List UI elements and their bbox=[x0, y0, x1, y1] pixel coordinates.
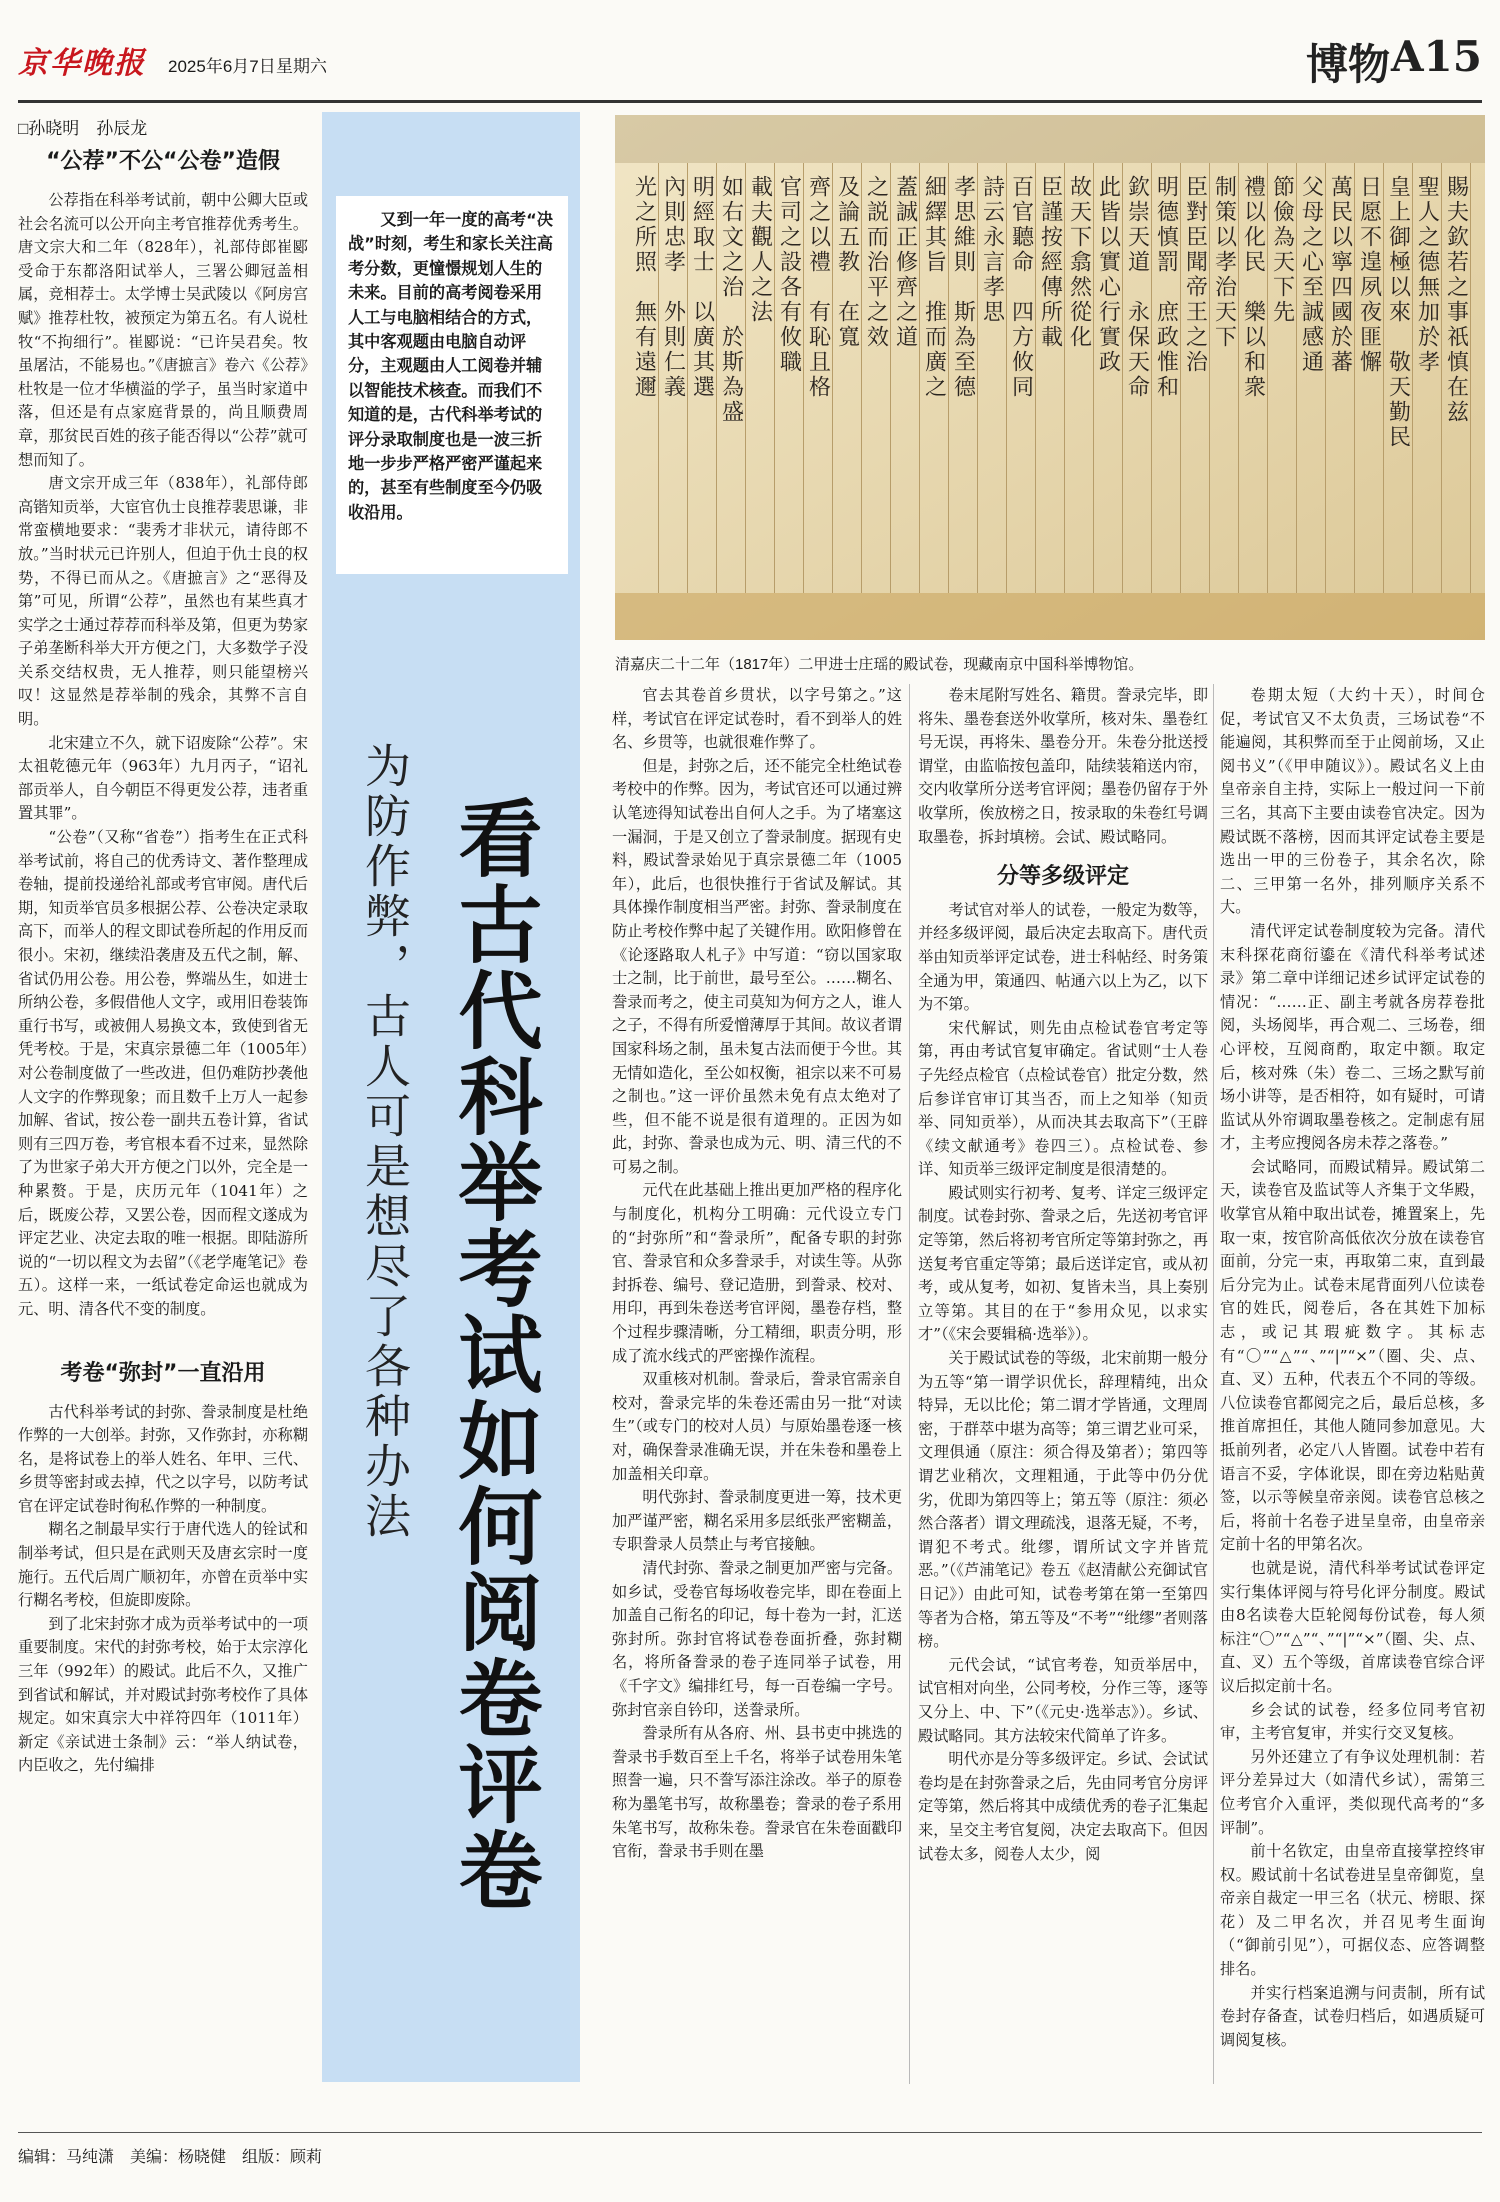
paragraph: 古代科举考试的封弥、誊录制度是杜绝作弊的一大创举。封弥，又作弥封，亦称糊名，是将试卷上的举人姓名、年甲、三代、乡贯等密封或去掉，代之以字号，以防考试官在评定试卷时徇私作弊的一种制度。 bbox=[18, 1402, 308, 1515]
paragraph: 卷期太短（大约十天），时间仓促，考试官又不太负责，三场试卷“不能遍阅，其积弊而至于止阅前场，又止阅书义”（《甲申随议》）。殿试名义上由皇帝亲自主持，实际上一般过问一下前三名，其高下主要由读卷官决定。因为殿试既不落榜，因而其评定试卷主要是选出一甲的三份卷子，其余名次，除二、三甲第一名外，排列顺序关系不大。 bbox=[1220, 686, 1485, 917]
column-c bbox=[1220, 684, 1485, 2052]
issue-weekday: 星期六 bbox=[276, 57, 327, 76]
paragraph: 元代在此基础上推出更加严格的程序化与制度化，机构分工明确：元代设立专门的“封弥所”和“誊录所”，配备专职的封弥官、誊录官和众多誊录手，对读生等。从弥封拆卷、编号、登记造册，到誊录、校对、用印，再到朱卷送考官评阅，墨卷存档，整个过程步骤清晰，分工精细，职责分明，形成了流水线式的严密操作流程。 bbox=[612, 1181, 902, 1365]
paragraph: 明代弥封、誊录制度更进一筹，技术更加严谨严密，糊名采用多层纸张严密糊盖，专职誊录人员禁止与考官接触。 bbox=[612, 1488, 902, 1554]
paragraph: 北宋建立不久，就下诏废除“公荐”。宋太祖乾德元年（963年）九月丙子，“诏礼部贡举人，自今朝臣不得更发公荐，违者重置其罪”。 bbox=[18, 733, 308, 823]
footer-rule bbox=[18, 2132, 1482, 2133]
page-number: A15 bbox=[1390, 32, 1482, 81]
subhead-mifeng: 考卷“弥封”一直沿用 bbox=[60, 1360, 266, 1386]
exam-paper-column: 臣謹按經傳所載 bbox=[1037, 175, 1063, 350]
paragraph: 唐文宗开成三年（838年），礼部侍郎高锴知贡举，大宦官仇士良推荐裴思谦，非常蛮横地要求：“裴秀才非状元，请待郎不放。”当时状元已许别人，但迫于仇士良的权势，不得已而从之。《唐摭言》之“恶得及第”可见，所谓“公荐”，虽然也有某些真才实学之士通过荐荐而科举及第，但更为势家子弟垄断科举大开方便之门，大多数学子没关系交结权贵，无人推荐，则只能望榜兴叹！这显然是荐举制的残余，其弊不言自明。 bbox=[18, 474, 308, 729]
article-subtitle: 为防作弊，古人可是想尽了各种办法 bbox=[358, 742, 412, 1542]
paragraph: 但是，封弥之后，还不能完全杜绝试卷考校中的作弊。因为，考试官还可以通过辨认笔迹得知试卷出自何人之手。为了堵塞这一漏洞，于是又创立了誊录制度。据现有史料，殿试誊录始见于真宗景德二年（1005年），此后，也很快推行于省试及解试。其具体操作制度相当严密。封弥、誊录制度在防止考校作弊中起了关键作用。欧阳修曾在《论逐路取人札子》中写道：“窃以国家取士之制，比于前世，最号至公。……糊名、誊录而考之，使主司莫知为何方之人，谁人之子，不得有所爱憎薄厚于其间。故议者谓国家科场之制，虽未复古法而便于今世。其无情如造化，至公如权衡，祖宗以来不可易之制也。”这一评价虽然未免有点太绝对了些，但不能不说是很有道理的。正因为如此，封弥、誊录也成为元、明、清三代的不可易之制。 bbox=[612, 756, 902, 1176]
paragraph: 官去其卷首乡贯状，以字号第之。”这样，考试官在评定试卷时，看不到举人的姓名、乡贯等，也就很难作弊了。 bbox=[612, 686, 902, 752]
paragraph: 宋代解试，则先由点检试卷官考定等第，再由考试官复审确定。省试则“士人卷子先经点检官（点检试卷官）批定分数，然后参详官审订其当否，而上之知举（知贡举、同知贡举），从而决其去取高下”（王辟《续文献通考》卷四三）。点检试卷、参详、知贡举三级评定制度是很清楚的。 bbox=[918, 1018, 1208, 1179]
exam-paper-column: 禮以化民 樂以和衆 bbox=[1240, 175, 1266, 400]
paragraph: 卷末尾附写姓名、籍贯。誊录完毕，即将朱、墨卷套送外收掌所，核对朱、墨卷红号无误，再将朱、墨卷分开。朱卷分批送授谓堂，由监临按包盖印，陆续装箱送内帘，交内收掌所分送考官评阅；墨卷仍留存于外收掌所，俟放榜之日，按录取的朱卷红号调取墨卷，拆封填榜。会试、殿试略同。 bbox=[918, 686, 1208, 846]
exam-paper-photo bbox=[615, 115, 1485, 640]
exam-paper-column: 光之所照 無有遠邇 bbox=[631, 175, 657, 400]
byline: □孙晓明 孙辰龙 bbox=[18, 119, 148, 138]
exam-paper-column: 及論五教 在寬 bbox=[834, 175, 860, 350]
column-divider bbox=[909, 684, 910, 2084]
photo-caption: 清嘉庆二十二年（1817年）二甲进士庄瑶的殿试卷，现藏南京中国科举博物馆。 bbox=[615, 656, 1144, 673]
exam-paper-column: 細繹其旨 推而廣之 bbox=[921, 175, 947, 400]
left-column bbox=[18, 140, 308, 2090]
exam-paper-column: 如右文之治 於斯為盛 bbox=[718, 175, 744, 425]
exam-paper-column: 詩云永言孝思 bbox=[979, 175, 1005, 325]
paragraph: 元代会试，“试官考卷，知贡举居中，试官相对向坐，公同考校，分作三等，逐等又分上、中、下”（《元史·选举志》）。乡试、殿试略同。其方法较宋代简单了许多。 bbox=[918, 1655, 1208, 1745]
exam-paper-column: 此皆以實心行實政 bbox=[1095, 175, 1121, 375]
exam-paper-column: 齊之以禮 有恥且格 bbox=[805, 175, 831, 400]
paragraph: 关于殿试试卷的等级，北宋前期一般分为五等“第一谓学识优长，辞理精纯，出众特异，无以比伦；第二谓才学皆通，文理周密，于群萃中堪为高等；第三谓艺业可采，文理俱通（原注：须合得及第者）；第四等谓艺业稍次，文理粗通，于此等中仍分优劣，优即为第四等上；第五等（原注：须必然合落者）谓文理疏浅，退落无疑，不考，谓犯不考式。纰缪，谓所试文字并皆荒恶。”（《芦浦笔记》卷五《赵清献公充御试官日记》）由此可知，试卷考第在第一至第四等者为合格，第五等及“不考”“纰缪”者则落榜。 bbox=[918, 1349, 1208, 1651]
column-b bbox=[918, 684, 1208, 1866]
column-a bbox=[612, 684, 902, 1864]
exam-paper-column: 內則忠孝 外則仁義 bbox=[660, 175, 686, 400]
paragraph: 糊名之制最早实行于唐代选人的铨试和制举考试，但只是在武则天及唐玄宗时一度施行。五代后周广顺初年，亦曾在贡举中实行糊名考校，但旋即废除。 bbox=[18, 1520, 308, 1610]
paragraph: 前十名钦定，由皇帝直接掌控终审权。殿试前十名试卷进呈皇帝御览，皇帝亲自裁定一甲三名（状元、榜眼、探花）及二甲名次，并召见考生面询（“御前引见”），可据仪态、应答调整排名。 bbox=[1220, 1842, 1485, 1979]
paragraph: 乡会试的试卷，经多位同考官初审，主考官复审，并实行交叉复核。 bbox=[1220, 1700, 1485, 1743]
exam-paper-column: 欽崇天道 永保天命 bbox=[1124, 175, 1150, 400]
paragraph: “公卷”（又称“省卷”）指考生在正式科举考试前，将自己的优秀诗文、著作整理成卷轴，提前投递给礼部或考官审阅。唐代后期，知贡举官员多根据公荐、公卷决定录取高下，而举人的程文即试卷所起的作用反而很小。宋初，继续沿袭唐及五代之制，解、省试仍用公卷。用公卷，弊端丛生，如进士所纳公卷，多假借他人文字，或用旧卷装饰重行书写，或被佣人易换文本，致使到省无凭考校。于是，宋真宗景德二年（1005年）对公卷制度做了一些改进，但仍难防抄袭他人文字的作弊现象；而且数千上万人一起参加解、省试，按公卷一副共五卷计算，省试则有三四万卷，考官根本看不过来，显然除了为世家子弟大开方便之门以外，完全是一种累赘。于是，庆历元年（1041年）之后，既废公荐，又罢公卷，因而程文遂成为评定艺业、决定去取的唯一根据。即陆游所说的“一切以程文为去留”（《老学庵笔记》卷五）。这样一来，一纸试卷定命运也就成为元、明、清各代不变的制度。 bbox=[18, 828, 308, 1318]
paragraph: 考试官对举人的试卷，一般定为数等，并经多级评阅，最后决定去取高下。唐代贡举由知贡举评定试卷，进士科帖经、时务策全通为甲，策通四、帖通六以上为乙，以下为不第。 bbox=[918, 900, 1208, 1014]
exam-paper-column: 蓋誠正修齊之道 bbox=[892, 175, 918, 350]
newspaper-logo: 京华晚报 bbox=[18, 46, 146, 81]
exam-paper-column: 之説而治平之效 bbox=[863, 175, 889, 350]
exam-paper-column: 孝思維則 斯為至德 bbox=[950, 175, 976, 400]
exam-paper-column: 明德慎罰 庶政惟和 bbox=[1153, 175, 1179, 400]
paragraph: 也就是说，清代科举考试试卷评定实行集体评阅与符号化评分制度。殿试由8名读卷大臣轮阅每份试卷，每人须标注“〇”“△”“、”“|”“×”（圈、尖、点、直、叉）五个等级，首席读卷官综合评议后拟定前十名。 bbox=[1220, 1558, 1485, 1695]
masthead-rule bbox=[18, 100, 1482, 103]
exam-paper-column: 明經取士 以廣其選 bbox=[689, 175, 715, 400]
exam-paper-column: 節儉為天下先 bbox=[1269, 175, 1295, 325]
exam-paper-column: 賜夫欽若之事祇慎在兹 bbox=[1443, 175, 1469, 425]
paragraph: 会试略同，而殿试精异。殿试第二天，读卷官及监试等人齐集于文华殿，收掌官从箱中取出试卷，摊置案上，先取一束，按官阶高低依次分放在读卷官面前，分完一束，再取第二束，直到最后分完为止。试卷末尾背面列八位读卷官的姓氏，阅卷后，各在其姓下加标志，或记其瑕疵数字。其标志有“〇”“△”“、”“|”“×”（圈、尖、点、直、叉）五种，代表五个不同的等级。八位读卷官都阅完之后，最后总核，多推首席担任，其他人随同参加意见。大抵前列者，必定八人皆圈。试卷中若有语言不妥，字体讹误，即在旁边粘贴黄签，以示等候皇帝亲阅。读卷官总核之后，将前十名卷子进呈皇帝，由皇帝亲定前十名的甲第名次。 bbox=[1220, 1157, 1485, 1554]
article-title: 看古代科举考试如何阅卷评卷 bbox=[445, 795, 543, 1913]
subhead-fendeng: 分等多级评定 bbox=[996, 864, 1129, 890]
paragraph: 公荐指在科举考试前，朝中公卿大臣或社会名流可以公开向主考官推荐优秀考生。唐文宗大和二年（828年），礼部侍郎崔郾受命于东都洛阳试举人，三署公卿冠盖相属，竞相荐士。太学博士吴武陵以《阿房宫赋》推荐杜牧，被预定为第五名。有人说杜牧“不拘细行”。崔郾说：“已许吴君矣。牧虽屠沽，不能易也。”《唐摭言》卷六《公荐》杜牧是一位才华横溢的学子，虽当时家道中落，但还是有点家庭背景的，尚且顺费周章，那贫民百姓的孩子能否得以“公荐”就可想而知了。 bbox=[18, 191, 308, 469]
masthead bbox=[18, 0, 1482, 108]
exam-paper-column: 百官聽命 四方攸同 bbox=[1008, 175, 1034, 400]
paragraph: 誊录所有从各府、州、县书吏中挑选的誊录书手数百至上千名，将举子试卷用朱笔照誊一遍，只不誊写添注涂改。举子的原卷称为墨笔书写，故称墨卷；誊录的卷子系用朱笔书写，故称朱卷。誊录官在朱卷面戳印官衔，誊录书手则在墨 bbox=[612, 1724, 902, 1861]
exam-paper-column: 聖人之德無加於孝 bbox=[1414, 175, 1440, 375]
exam-paper-column: 父母之心至誠感通 bbox=[1298, 175, 1324, 375]
paragraph: 到了北宋封弥才成为贡举考试中的一项重要制度。宋代的封弥考校，始于太宗淳化三年（992年）的殿试。此后不久，又推广到省试和解试，并对殿试封弥考校作了具体规定。如宋真宗大中祥符四年（1011年）新定《亲试进士条制》云：“举人纳试卷，内臣收之，先付编排 bbox=[18, 1614, 308, 1775]
paragraph: 明代亦是分等多级评定。乡试、会试试卷均是在封弥誊录之后，先由同考官分房评定等第，然后将其中成绩优秀的卷子汇集起来，呈交主考官复阅，决定去取高下。但因试卷太多，阅卷人太少，阅 bbox=[918, 1750, 1208, 1863]
paragraph: 清代评定试卷制度较为完备。清代末科探花商衍鎏在《清代科举考试述录》第二章中详细记述乡试评定试卷的情况：“……正、副主考就各房荐卷批阅，头场阅毕，再合观二、三场卷，细心评校，互阅商酌，取定中额。取定后，核对殊（朱）卷二、三场之默写前场小讲等，是否相符，如有疑时，可请监试从外帘调取墨卷核之。定制虑有屈才，主考应搜阅各房未荐之落卷。” bbox=[1220, 921, 1485, 1153]
exam-paper-column: 皇上御極以來 敬天勤民 bbox=[1385, 175, 1411, 450]
exam-paper-column: 載夫觀人之法 bbox=[747, 175, 773, 325]
paragraph: 并实行档案追溯与问责制，所有试卷封存备查，试卷归档后，如遇质疑可调阅复核。 bbox=[1220, 1983, 1485, 2049]
page-credits: 编辑：马纯潇 美编：杨晓健 组版：顾莉 bbox=[18, 2149, 323, 2166]
exam-paper-column: 制策以孝治天下 bbox=[1211, 175, 1237, 350]
exam-paper-column: 官司之設各有攸職 bbox=[776, 175, 802, 375]
exam-paper-column: 日愿不遑夙夜匪懈 bbox=[1356, 175, 1382, 375]
lead-text: 又到一年一度的高考“决战”时刻，考生和家长关注高考分数，更憧憬规划人生的未来。目前的高考阅卷采用人工与电脑相结合的方式，其中客观题由电脑自动评分，主观题由人工阅卷并辅以智能技术核查。而我们不知道的是，古代科举考试的评分录取制度也是一波三折地一步步严格严密严谨起来的，甚至有些制度至今仍吸收沿用。 bbox=[348, 210, 553, 522]
subhead-gongjian: “公荐”不公“公卷”造假 bbox=[46, 149, 280, 174]
paragraph: 殿试则实行初考、复考、详定三级评定制度。试卷封弥、誊录之后，先送初考官评定等第，然后将初考官所定等第封弥之，再送复考官重定等第；最后送详定官，或从初考，或从复考，如初、复皆未当，具上奏别立等第。其目的在于“参用众见，以求实才”（《宋会要辑稿·选举》）。 bbox=[918, 1183, 1208, 1344]
paragraph: 清代封弥、誊录之制更加严密与完备。如乡试，受卷官每场收卷完毕，即在卷面上加盖自己衔名的印记，每十卷为一封，汇送弥封所。弥封官将试卷卷面折叠，弥封糊名，将所备誊录的卷子连同举子试卷，用《千字文》编排红号，每一百卷编一字号。弥封官亲自钤印，送誊录所。 bbox=[612, 1558, 902, 1719]
exam-paper-column: 臣對臣聞帝王之治 bbox=[1182, 175, 1208, 375]
exam-paper-column: 故天下翕然從化 bbox=[1066, 175, 1092, 350]
lead-box bbox=[336, 196, 568, 574]
paragraph: 双重核对机制。誊录后，誊录官需亲自校对，誊录完毕的朱卷还需由另一批“对读生”（或专门的校对人员）与原始墨卷逐一核对，确保誊录准确无误，并在朱卷和墨卷上加盖相关印章。 bbox=[612, 1370, 902, 1483]
exam-paper-image bbox=[615, 115, 1485, 640]
column-divider bbox=[1213, 684, 1214, 2084]
section-name: 博物 bbox=[1305, 40, 1390, 89]
paragraph: 另外还建立了有争议处理机制：若评分差异过大（如清代乡试），需第三位考官介入重评，类似现代高考的“多评制”。 bbox=[1220, 1747, 1485, 1837]
exam-paper-column: 萬民以寧四國於蕃 bbox=[1327, 175, 1353, 375]
issue-date: 2025年6月7日 bbox=[168, 57, 276, 76]
